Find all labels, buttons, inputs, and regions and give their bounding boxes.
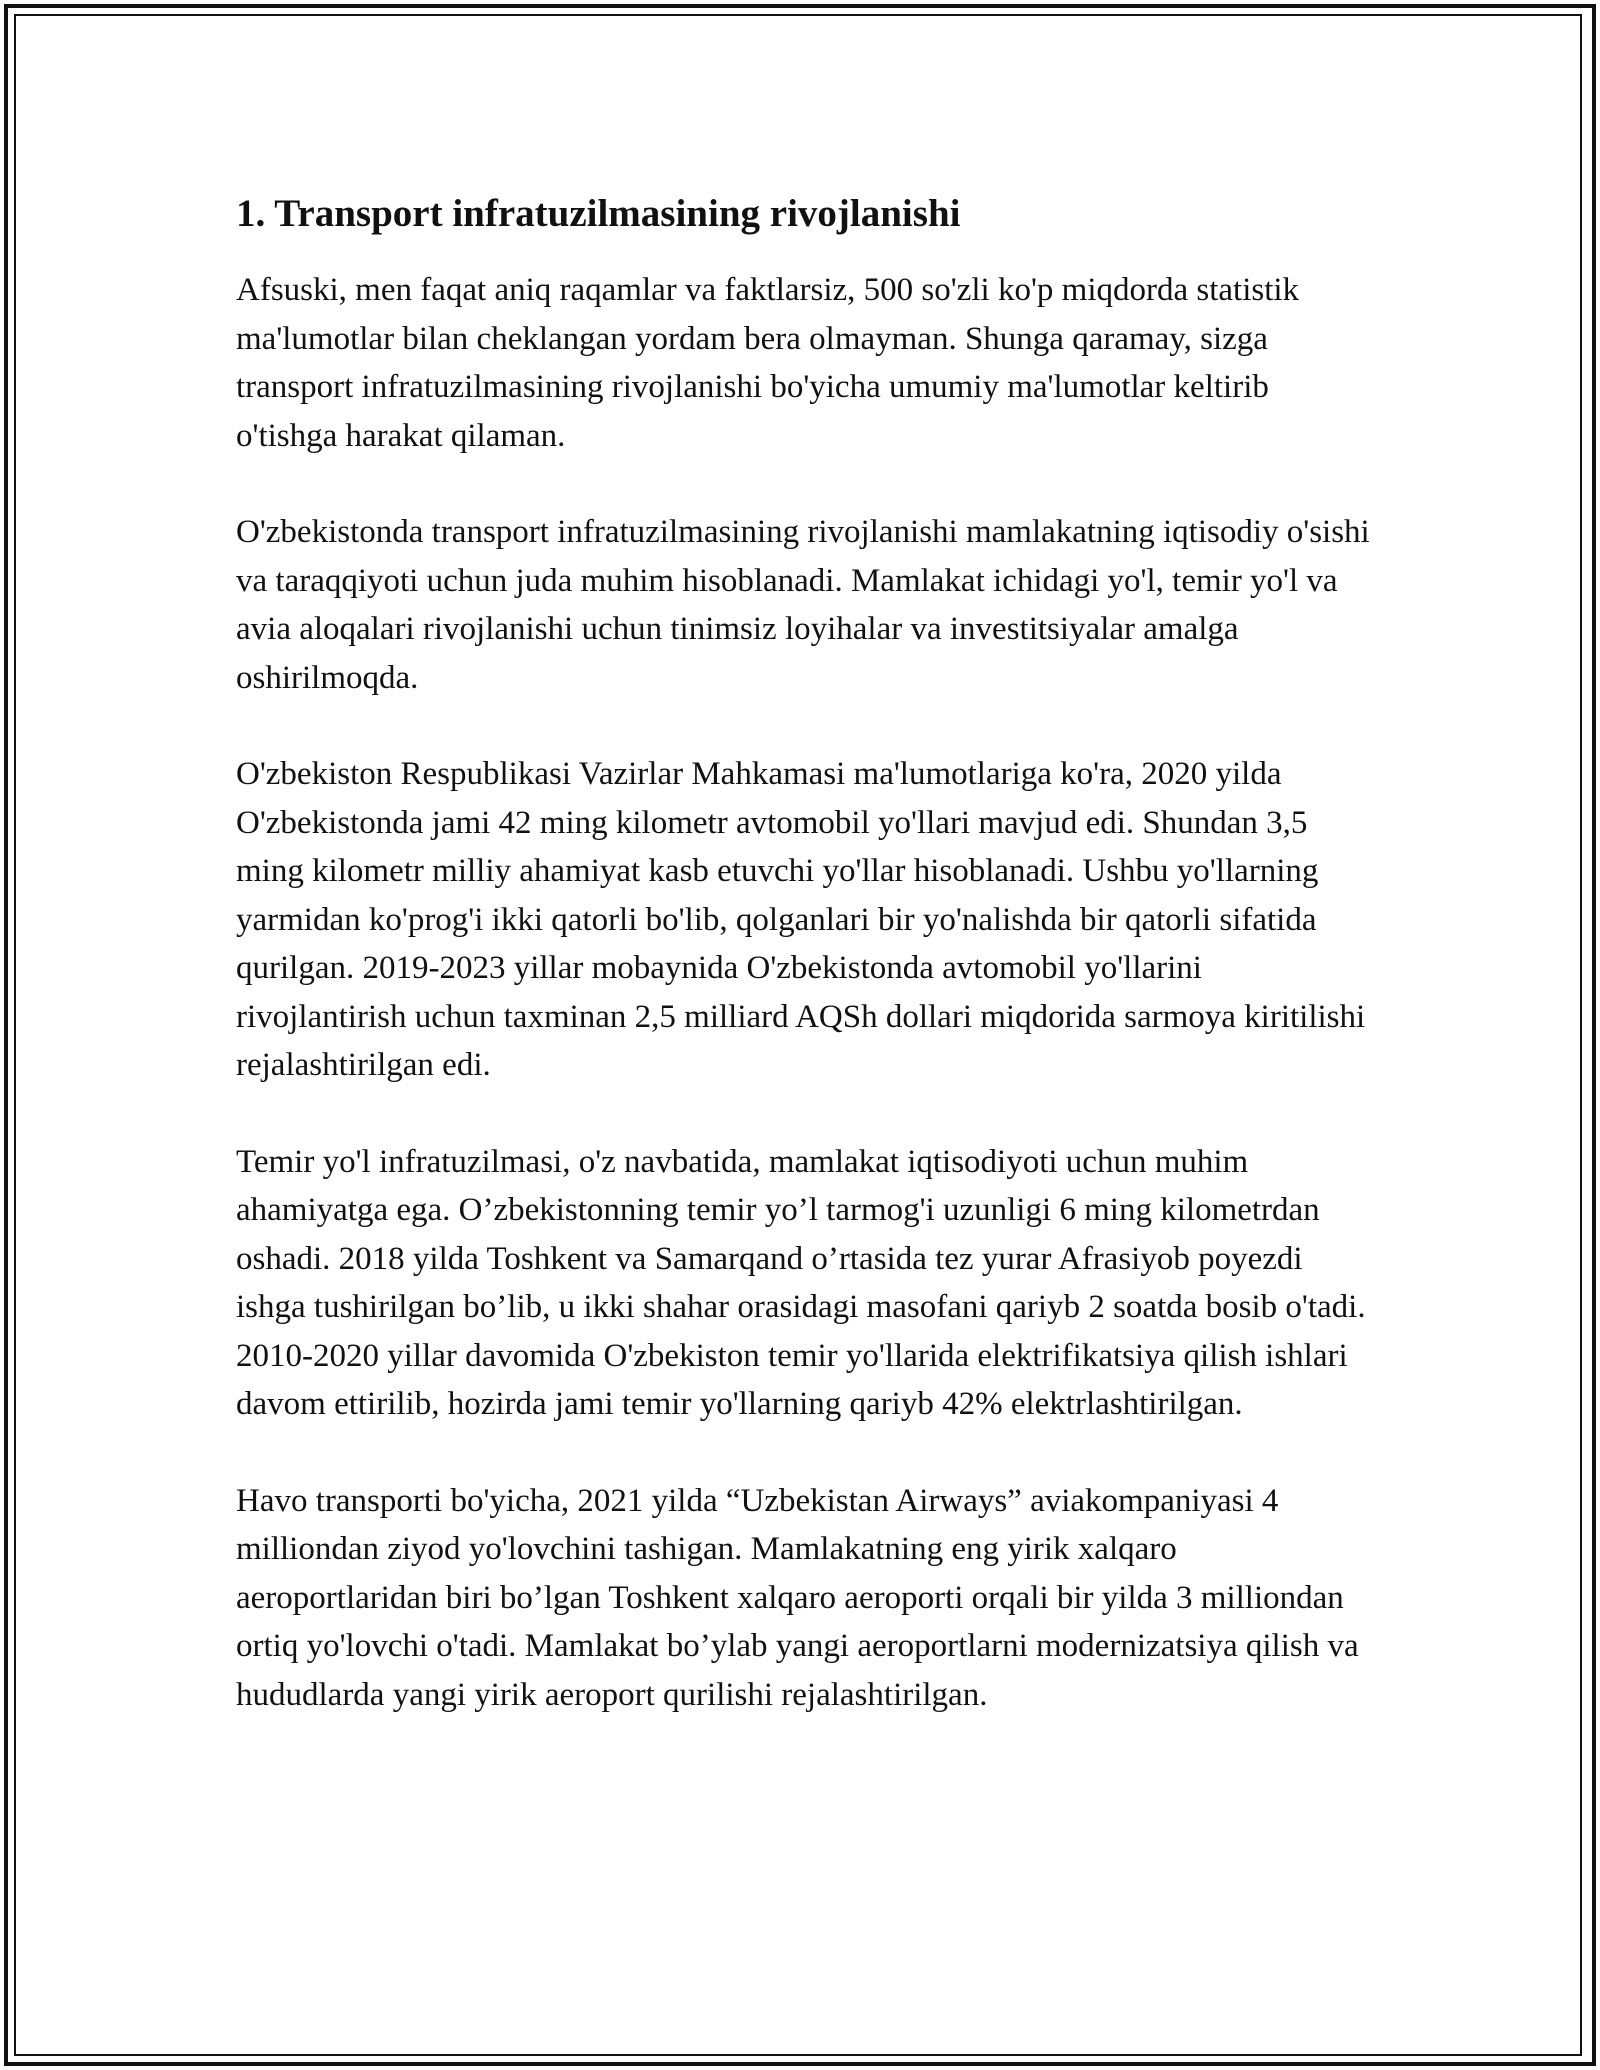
paragraph-intro: Afsuski, men faqat aniq raqamlar va faktlarsiz, 500 so'zli ko'p miqdorda statistik ma'lumotlar bilan cheklangan yordam bera olmayman. Shunga qaramay, sizga transport infratuzilmasining rivojlanishi bo'yicha umumiy ma'lumotlar keltirib o'tishga harakat qilaman.: [236, 272, 1300, 454]
paragraph-roads: O'zbekiston Respublikasi Vazirlar Mahkamasi ma'lumotlariga ko'ra, 2020 yilda O'zbekistonda jami 42 ming kilometr avtomobil yo'llari mavjud edi. Shundan 3,5 ming kilometr milliy ahamiyat kasb etuvchi yo'llar hisoblanadi. Ushbu yo'llarning yarmidan ko'prog'i ikki qatorli bo'lib, qolganlari bir yo'nalishda bir qatorli sifatida qurilgan. 2019-2023 yillar mobaynida O'zbekistonda avtomobil yo'llarini rivojlantirish uchun taxminan 2,5 milliard AQSh dollari miqdorida sarmoya kiritilishi rejalashtirilgan edi.: [236, 756, 1366, 1083]
paragraph-overview: O'zbekistonda transport infratuzilmasining rivojlanishi mamlakatning iqtisodiy o'sishi va taraqqiyoti uchun juda muhim hisoblanadi. Mamlakat ichidagi yo'l, temir yo'l va avia aloqalari rivojlanishi uchun tinimsiz loyihalar va investitsiyalar amalga oshirilmoqda.: [236, 514, 1370, 696]
document-body: [236, 186, 1376, 1767]
paragraph-railways: Temir yo'l infratuzilmasi, o'z navbatida, mamlakat iqtisodiyoti uchun muhim ahamiyatga ega. O’zbekistonning temir yo’l tarmog'i uzunligi 6 ming kilometrdan oshadi. 2018 yilda Toshkent va Samarqand o’rtasida tez yurar Afrasiyob poyezdi ishga tushirilgan bo’lib, u ikki shahar orasidagi masofani qariyb 2 soatda bosib o'tadi. 2010-2020 yillar davomida O'zbekiston temir yo'llarida elektrifikatsiya qilish ishlari davom ettirilib, hozirda jami temir yo'llarning qariyb 42% elektrlashtirilgan.: [236, 1143, 1366, 1422]
section-heading: 1. Transport infratuzilmasining rivojlanishi: [236, 192, 961, 235]
paragraph-air-transport: Havo transporti bo'yicha, 2021 yilda “Uzbekistan Airways” aviakompaniyasi 4 milliondan ziyod yo'lovchini tashigan. Mamlakatning eng yirik xalqaro aeroportlaridan biri bo’lgan Toshkent xalqaro aeroporti orqali bir yilda 3 milliondan ortiq yo'lovchi o'tadi. Mamlakat bo’ylab yangi aeroportlarni modernizatsiya qilish va hududlarda yangi yirik aeroport qurilishi rejalashtirilgan.: [236, 1482, 1359, 1713]
